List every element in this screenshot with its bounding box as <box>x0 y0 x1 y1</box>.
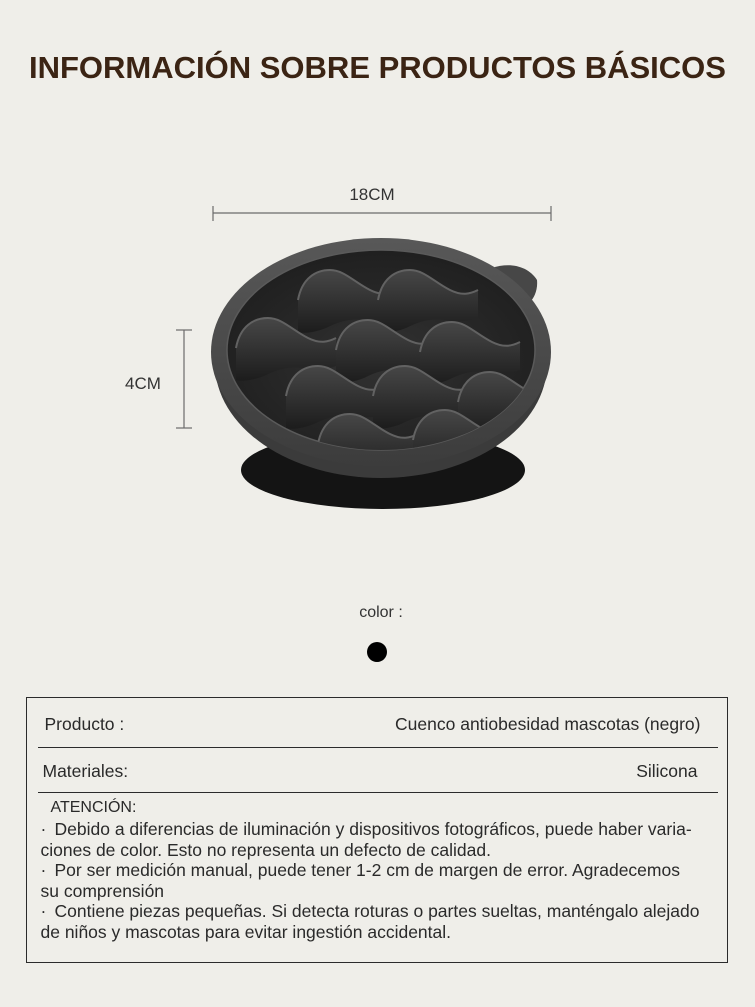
bullet-glyph: · <box>40 901 47 922</box>
bullet-glyph: · <box>40 860 47 881</box>
spec-value-materials: Silicona <box>636 760 698 781</box>
divider <box>38 747 718 749</box>
attention-line <box>41 860 700 881</box>
attention-line-text: Debido a diferencias de iluminación y dispositivos fotográficos, puede haber varia- <box>54 819 692 840</box>
height-dimension-label: 4CM <box>125 374 161 393</box>
attention-line: de niños y mascotas para evitar ingestión accidental. <box>40 921 452 942</box>
attention-line-text: Contiene piezas pequeñas. Si detecta roturas o partes sueltas, manténgalo alejado <box>54 901 700 922</box>
attention-line <box>41 901 700 922</box>
attention-list <box>41 819 700 942</box>
attention-line: ciones de color. Esto no representa un defecto de calidad. <box>40 839 491 860</box>
bullet-glyph: · <box>40 819 47 840</box>
attention-line-text: Por ser medición manual, puede tener 1-2 cm de margen de error. Agradecemos <box>54 860 680 881</box>
width-dimension-label: 18CM <box>349 185 395 204</box>
attention-line <box>41 819 700 840</box>
page-title: INFORMACIÓN SOBRE PRODUCTOS BÁSICOS <box>29 50 726 85</box>
attention-item <box>41 901 700 942</box>
divider <box>38 792 718 794</box>
slow-feeder-bowl <box>211 238 558 509</box>
width-dimension-line <box>213 206 551 221</box>
spec-table <box>26 697 728 963</box>
color-label: color : <box>359 604 403 621</box>
height-dimension-line <box>176 330 192 428</box>
spec-value-product: Cuenco antiobesidad mascotas (negro) <box>395 713 701 734</box>
spec-label-materials: Materiales: <box>42 760 129 781</box>
spec-label-product: Producto : <box>44 713 125 734</box>
color-swatch-black <box>367 642 387 662</box>
attention-item <box>41 860 700 901</box>
attention-item <box>41 819 700 860</box>
attention-heading: ATENCIÓN: <box>50 798 137 816</box>
attention-line: su comprensión <box>40 880 165 901</box>
